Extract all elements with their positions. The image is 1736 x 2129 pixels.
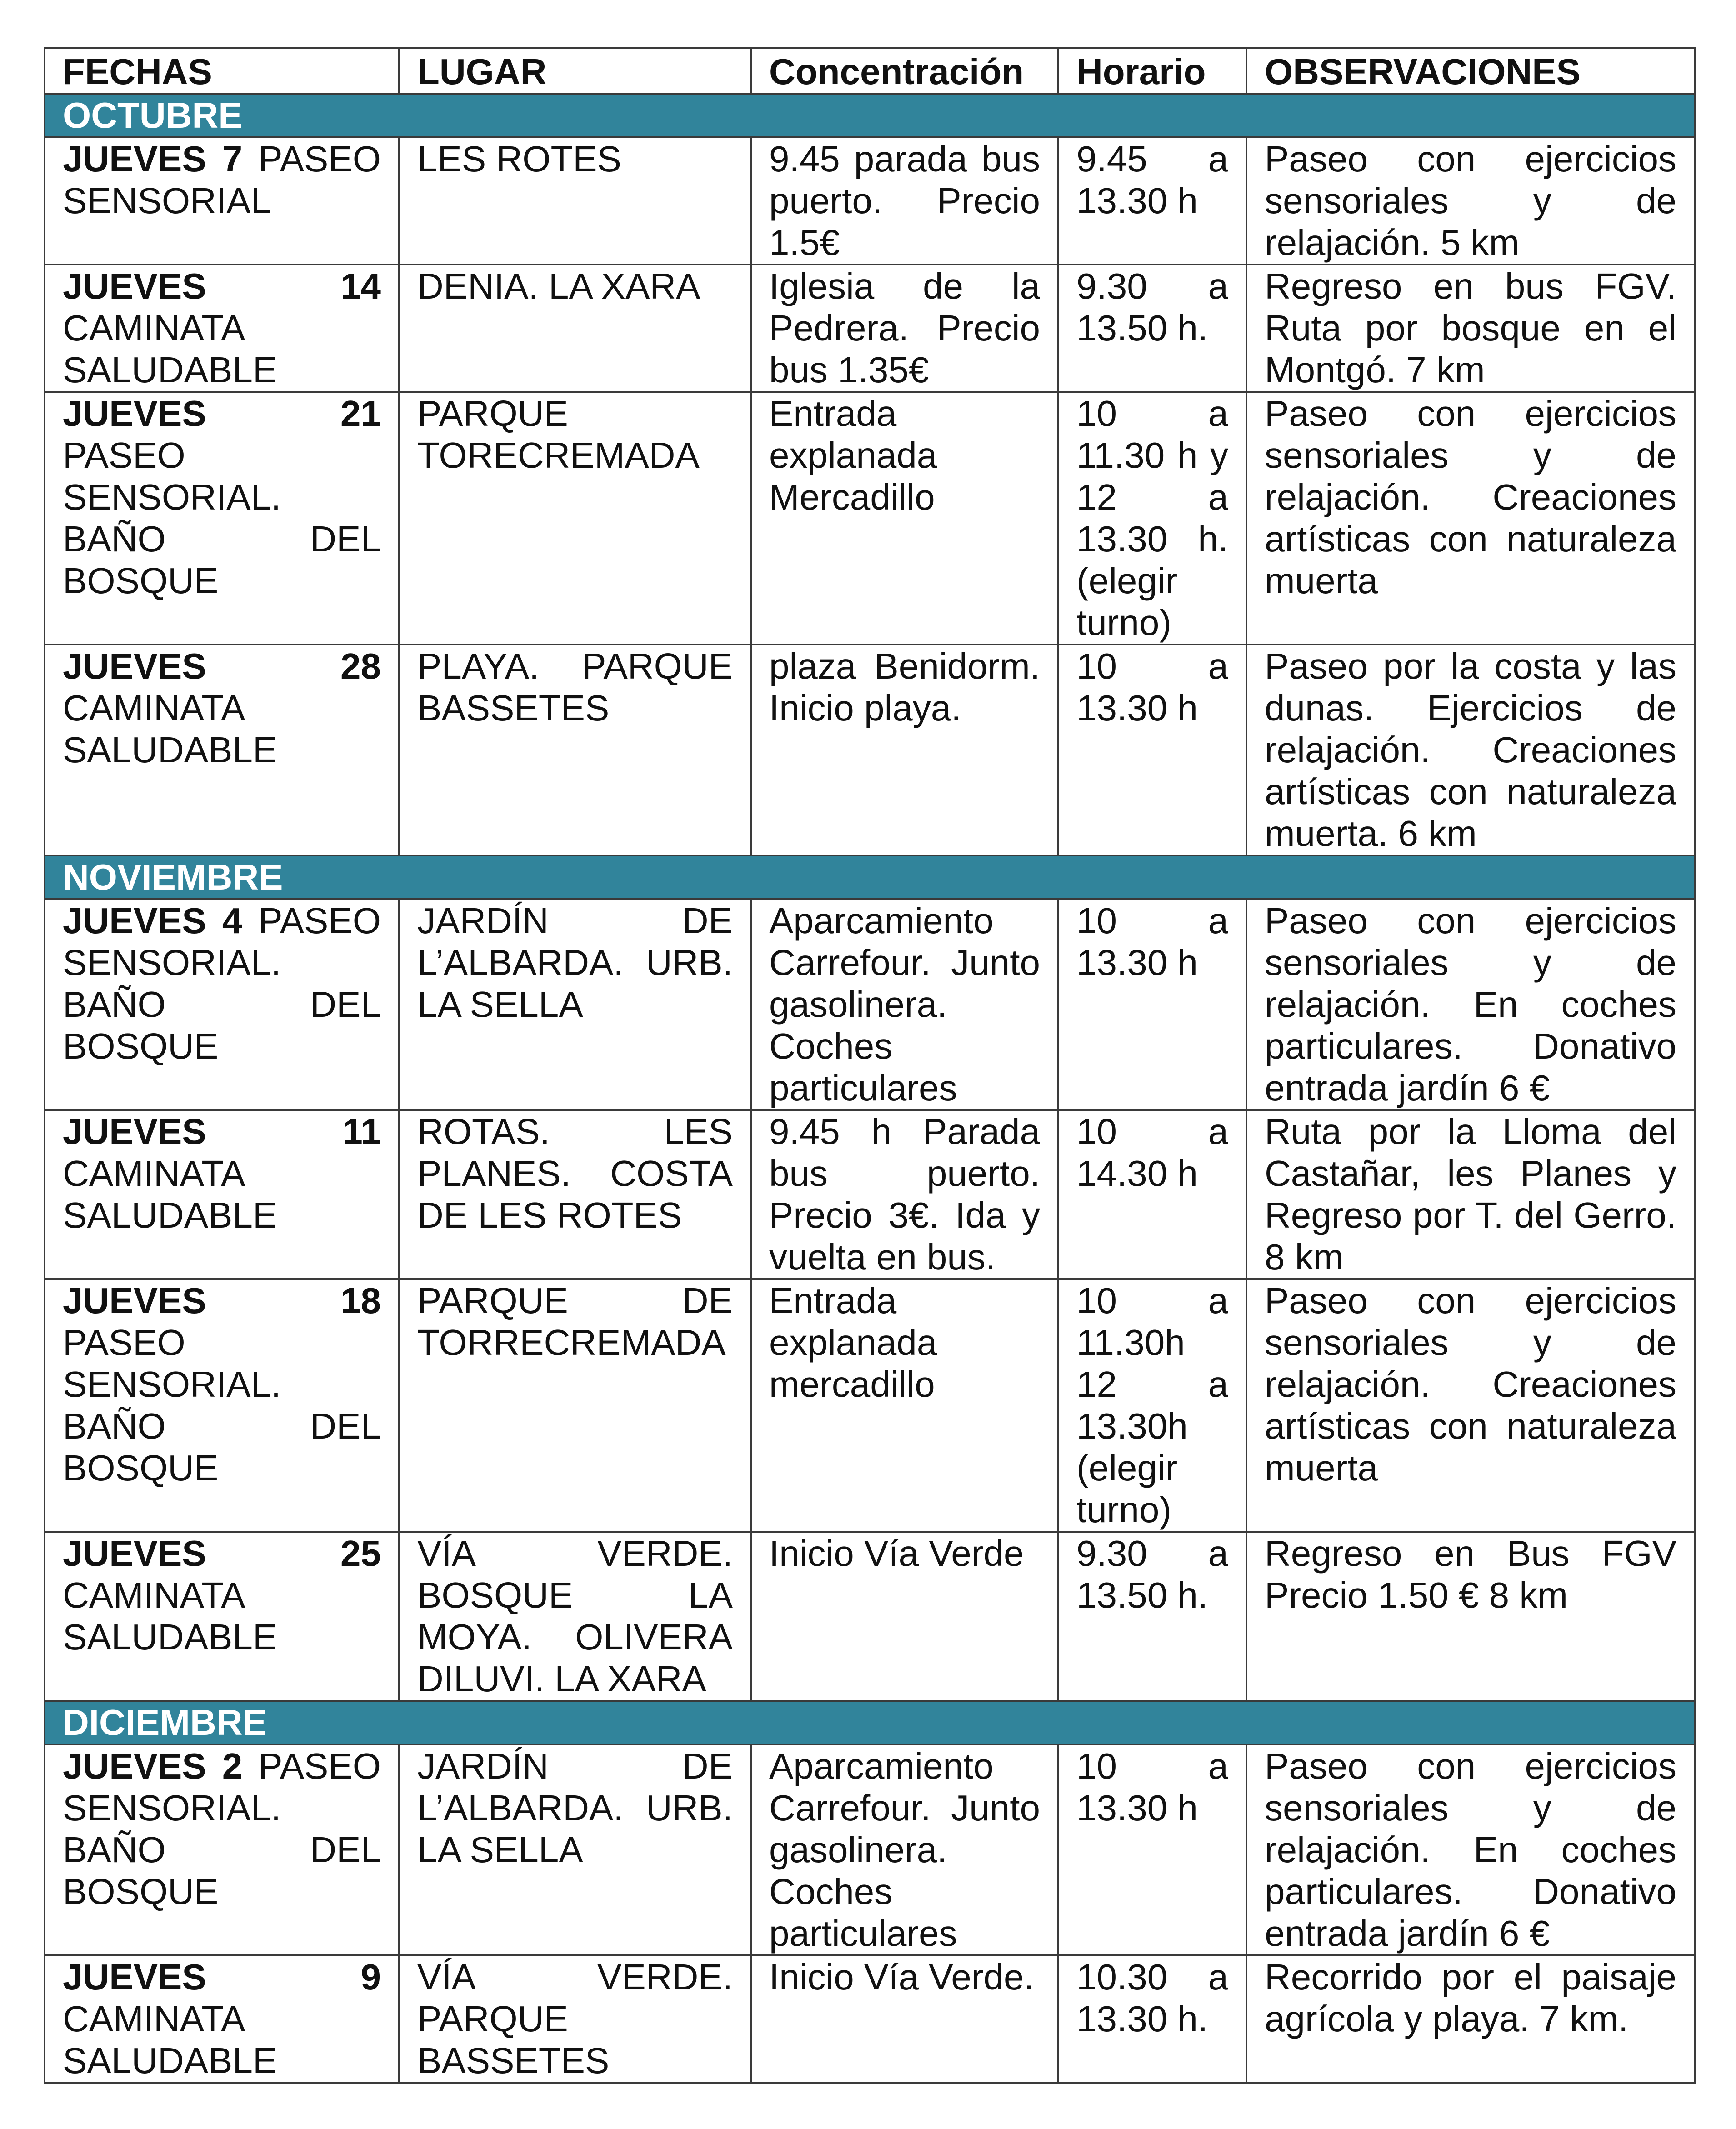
cell-horario: 10 a 11.30h 12 a 13.30h (elegir turno) (1058, 1279, 1246, 1532)
table-row (45, 645, 1695, 855)
schedule-table (44, 47, 1696, 2084)
fecha-day: JUEVES 25 (63, 1533, 381, 1574)
table-row (45, 899, 1695, 1110)
cell-concentracion: Inicio Vía Verde (751, 1532, 1058, 1701)
table-row (45, 1532, 1695, 1701)
cell-fecha (45, 1532, 399, 1701)
header-concentracion: Concentración (751, 48, 1058, 94)
cell-lugar: PLAYA. PARQUE BASSETES (399, 645, 751, 855)
fecha-activity: CAMINATA SALUDABLE (63, 688, 277, 770)
cell-horario: 10 a 13.30 h (1058, 1744, 1246, 1955)
fecha-activity: CAMINATA SALUDABLE (63, 1575, 277, 1657)
cell-fecha (45, 1279, 399, 1532)
fecha-activity: PASEO SENSORIAL (63, 139, 381, 221)
header-fechas: FECHAS (45, 48, 399, 94)
cell-lugar: PARQUE TORECREMADA (399, 392, 751, 645)
cell-lugar: PARQUE DE TORRECREMADA (399, 1279, 751, 1532)
fecha-day: JUEVES 4 (63, 900, 243, 941)
fecha-day: JUEVES 9 (63, 1957, 381, 1997)
cell-lugar: DENIA. LA XARA (399, 265, 751, 392)
fecha-day: JUEVES 14 (63, 266, 381, 306)
cell-observaciones: Paseo con ejercicios sensoriales y de relajación. Creaciones artísticas con naturaleza muerta (1246, 1279, 1695, 1532)
fecha-activity: PASEO SENSORIAL. BAÑO DEL BOSQUE (63, 900, 381, 1066)
header-observaciones: OBSERVACIONES (1246, 48, 1695, 94)
month-row (45, 855, 1695, 899)
cell-fecha (45, 1110, 399, 1279)
table-row (45, 1279, 1695, 1532)
fecha-day: JUEVES 2 (63, 1746, 243, 1786)
cell-concentracion: 9.45 parada bus puerto. Precio 1.5€ (751, 137, 1058, 265)
document (44, 47, 1694, 2084)
cell-concentracion: Entrada explanada mercadillo (751, 1279, 1058, 1532)
month-label: NOVIEMBRE (45, 855, 1695, 899)
fecha-activity: PASEO SENSORIAL. BAÑO DEL BOSQUE (63, 1746, 381, 1912)
table-row (45, 1955, 1695, 2083)
table-row (45, 137, 1695, 265)
cell-observaciones: Regreso en bus FGV. Ruta por bosque en el Montgó. 7 km (1246, 265, 1695, 392)
cell-horario: 10.30 a 13.30 h. (1058, 1955, 1246, 2083)
fecha-activity: PASEO SENSORIAL. BAÑO DEL BOSQUE (63, 1322, 381, 1488)
cell-horario: 9.30 a 13.50 h. (1058, 1532, 1246, 1701)
cell-lugar: JARDÍN DE L’ALBARDA. URB. LA SELLA (399, 1744, 751, 1955)
cell-fecha (45, 645, 399, 855)
cell-concentracion: Inicio Vía Verde. (751, 1955, 1058, 2083)
cell-concentracion: plaza Benidorm. Inicio playa. (751, 645, 1058, 855)
cell-concentracion: 9.45 h Parada bus puerto. Precio 3€. Ida y vuelta en bus. (751, 1110, 1058, 1279)
header-row (45, 48, 1695, 94)
fecha-day: JUEVES 7 (63, 139, 243, 179)
header-horario: Horario (1058, 48, 1246, 94)
cell-observaciones: Paseo con ejercicios sensoriales y de relajación. Creaciones artísticas con naturaleza muerta (1246, 392, 1695, 645)
cell-horario: 10 a 11.30 h y 12 a 13.30 h. (elegir turno) (1058, 392, 1246, 645)
cell-fecha (45, 1744, 399, 1955)
fecha-activity: CAMINATA SALUDABLE (63, 1153, 277, 1235)
cell-lugar: VÍA VERDE. PARQUE BASSETES (399, 1955, 751, 2083)
cell-concentracion: Aparcamiento Carrefour. Junto gasolinera. Coches particulares (751, 1744, 1058, 1955)
cell-horario: 10 a 14.30 h (1058, 1110, 1246, 1279)
table-row (45, 1110, 1695, 1279)
month-row (45, 94, 1695, 137)
header-lugar: LUGAR (399, 48, 751, 94)
cell-concentracion: Entrada explanada Mercadillo (751, 392, 1058, 645)
fecha-day: JUEVES 11 (63, 1111, 381, 1152)
cell-fecha (45, 1955, 399, 2083)
table-row (45, 265, 1695, 392)
table-row (45, 392, 1695, 645)
cell-horario: 9.45 a 13.30 h (1058, 137, 1246, 265)
cell-lugar: JARDÍN DE L’ALBARDA. URB. LA SELLA (399, 899, 751, 1110)
fecha-activity: CAMINATA SALUDABLE (63, 1999, 277, 2081)
fecha-day: JUEVES 21 (63, 393, 381, 434)
schedule-body (45, 94, 1695, 2083)
cell-fecha (45, 137, 399, 265)
cell-observaciones: Paseo con ejercicios sensoriales y de relajación. 5 km (1246, 137, 1695, 265)
cell-horario: 9.30 a 13.50 h. (1058, 265, 1246, 392)
month-row (45, 1701, 1695, 1744)
cell-observaciones: Ruta por la Lloma del Castañar, les Planes y Regreso por T. del Gerro. 8 km (1246, 1110, 1695, 1279)
cell-lugar: ROTAS. LES PLANES. COSTA DE LES ROTES (399, 1110, 751, 1279)
cell-fecha (45, 899, 399, 1110)
table-row (45, 1744, 1695, 1955)
cell-concentracion: Aparcamiento Carrefour. Junto gasolinera. Coches particulares (751, 899, 1058, 1110)
cell-observaciones: Paseo con ejercicios sensoriales y de relajación. En coches particulares. Donativo entrada jardín 6 € (1246, 1744, 1695, 1955)
cell-lugar: LES ROTES (399, 137, 751, 265)
cell-concentracion: Iglesia de la Pedrera. Precio bus 1.35€ (751, 265, 1058, 392)
fecha-day: JUEVES 18 (63, 1280, 381, 1321)
fecha-activity: CAMINATA SALUDABLE (63, 308, 277, 390)
cell-fecha (45, 265, 399, 392)
month-label: DICIEMBRE (45, 1701, 1695, 1744)
cell-observaciones: Regreso en Bus FGV Precio 1.50 € 8 km (1246, 1532, 1695, 1701)
cell-observaciones: Recorrido por el paisaje agrícola y playa. 7 km. (1246, 1955, 1695, 2083)
cell-horario: 10 a 13.30 h (1058, 899, 1246, 1110)
cell-observaciones: Paseo con ejercicios sensoriales y de relajación. En coches particulares. Donativo entrada jardín 6 € (1246, 899, 1695, 1110)
cell-lugar: VÍA VERDE. BOSQUE LA MOYA. OLIVERA DILUVI. LA XARA (399, 1532, 751, 1701)
month-label: OCTUBRE (45, 94, 1695, 137)
cell-fecha (45, 392, 399, 645)
cell-observaciones: Paseo por la costa y las dunas. Ejercicios de relajación. Creaciones artísticas con naturaleza muerta. 6 km (1246, 645, 1695, 855)
fecha-activity: PASEO SENSORIAL. BAÑO DEL BOSQUE (63, 435, 381, 601)
fecha-day: JUEVES 28 (63, 646, 381, 686)
cell-horario: 10 a 13.30 h (1058, 645, 1246, 855)
